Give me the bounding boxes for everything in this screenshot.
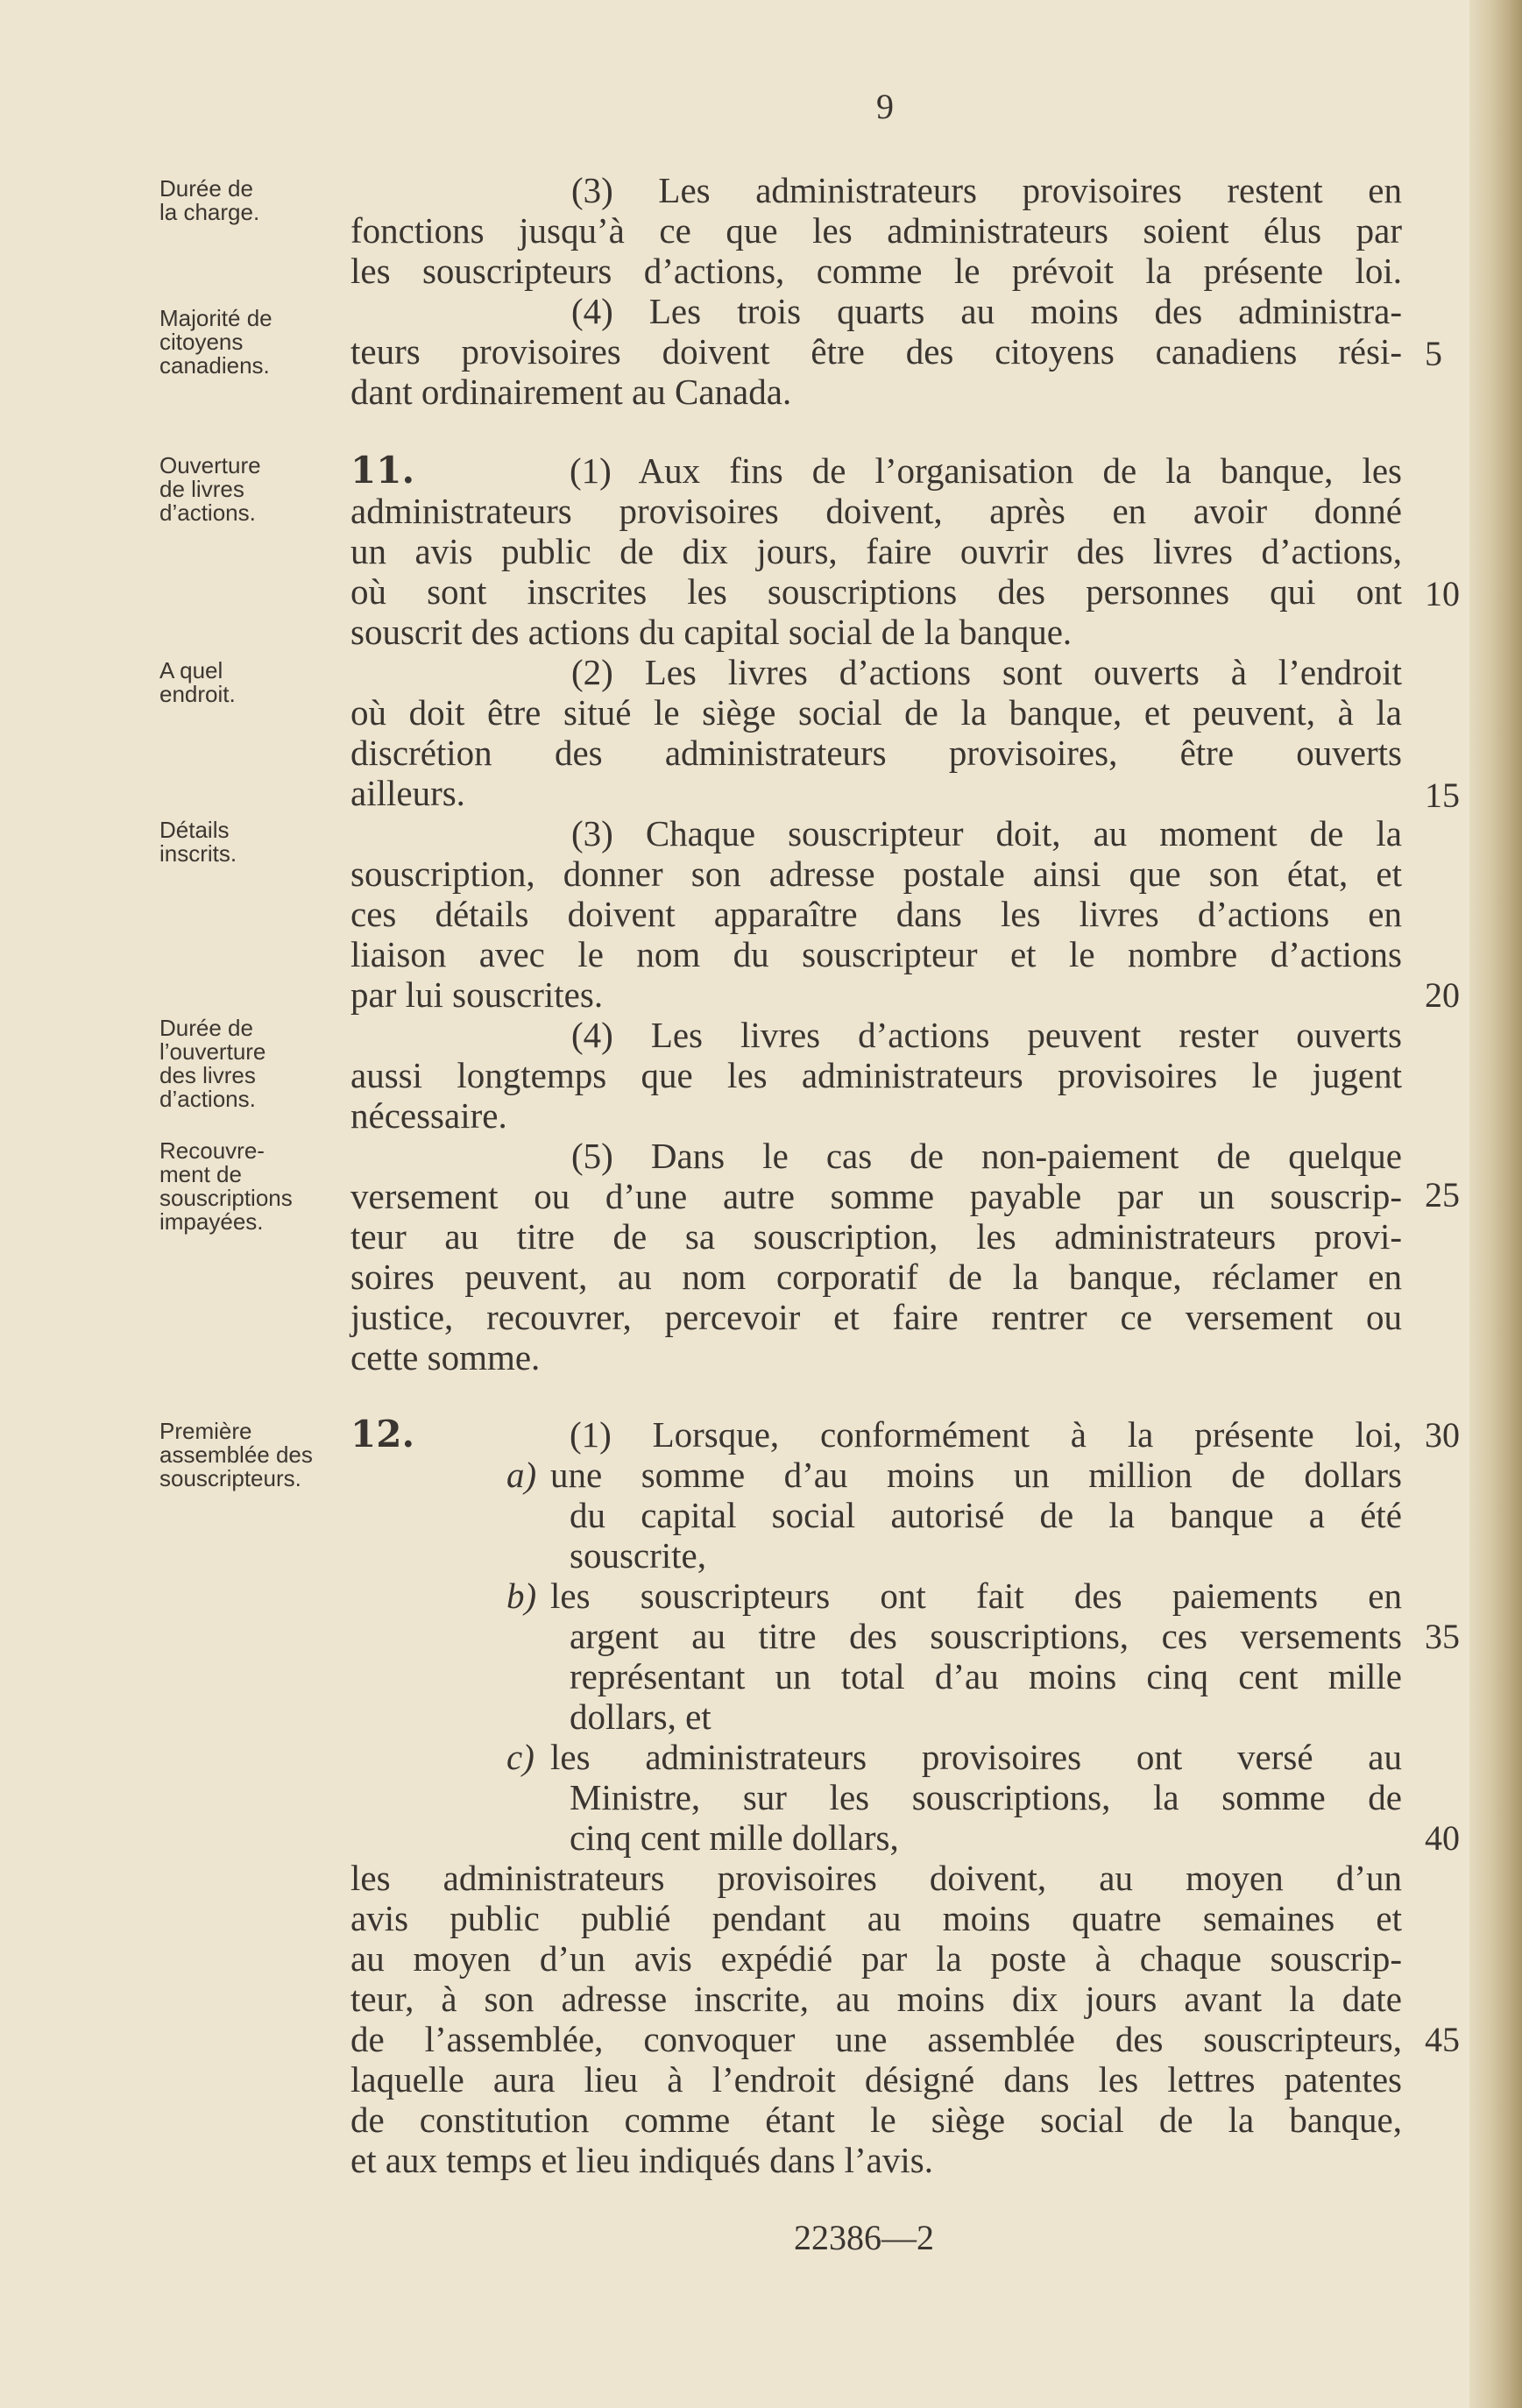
clause-a: a) une somme d’au moins un million de dollars [506,1455,1402,1495]
line-number: 15 [1425,776,1460,815]
section-10-paragraphs: (3) Les administrateurs provisoires restent en fonctions jusqu’à ce que les administrateurs soient élus par les souscripteurs d’actions, comme le prévoit la présente loi. (4) Les trois quarts au moins des administra- teurs provisoires doivent être des citoyens canadiens rési- dant ordinairement au Canada. [350,170,1402,412]
margin-note-duree-charge: Durée de la charge. [159,175,260,225]
margin-note-premiere-assemblee: Première assemblée des souscripteurs. [159,1418,313,1491]
section-number: 11. [350,449,415,492]
line-number: 40 [1425,1818,1460,1858]
line-number: 20 [1425,975,1460,1015]
margin-note-a-quel-endroit: A quel endroit. [159,657,236,707]
margin-note-ouverture: Ouverture de livres d’actions. [159,452,261,526]
section-number: 12. [350,1413,415,1455]
clause-c: c) les administrateurs provisoires ont versé au [506,1737,1402,1777]
line-number: 35 [1425,1617,1460,1656]
clause-b: b) les souscripteurs ont fait des paiements en [506,1576,1402,1616]
line-number: 10 [1425,574,1460,613]
margin-note-details: Détails inscrits. [159,817,237,867]
line-number: 5 [1425,334,1442,373]
margin-note-majorite: Majorité de citoyens canadiens. [159,305,273,379]
line-number: 25 [1425,1175,1460,1215]
section-12: 12. (1) Lorsque, conformément à la présente loi, a) une somme d’au moins un million de dollars du capital social autorisé de la banque a été souscrite, b) les souscripteurs ont fait des paiements en argent au titre des souscriptions, ces versements représentant un total d’au moins cinq cent mille dollars, et c) les administrateurs provisoires ont versé au Ministre, sur les souscriptions, la somme de cinq cent mille dollars, les administrateurs provisoires doivent, au moyen d’un avis public publié pendant au moins quatre semaines et au moyen d’un avis expédié par la poste à chaque souscrip- teur, à son adresse inscrite, au moins dix jours avant la date de l’assemblée, convoquer une assemblée des souscripteurs, laquelle aura lieu à l’endroit désigné dans les lettres patentes de constitution comme étant le siège social de la banque, et aux temps et lieu indiqués dans l’avis. [350,1413,1402,2180]
margin-note-recouvrement: Recouvre- ment de souscriptions impayées. [159,1137,293,1235]
page-footer-code: 22386—2 [794,2218,934,2257]
line-number: 45 [1425,2020,1460,2059]
page-number: 9 [876,87,894,126]
section-11: 11. (1) Aux fins de l’organisation de la banque, les administrateurs provisoires doivent, après en avoir donné un avis public de dix jours, faire ouvrir des livres d’actions, où sont inscrites les souscriptions des personnes qui ont souscrit des actions du capital social de la banque. (2) Les livres d’actions sont ouverts à l’endroit où doit être situé le siège social de la banque, et peuvent, à la discrétion des administrateurs provisoires, être ouverts ailleurs. (3) Chaque souscripteur doit, au moment de la souscription, donner son adresse postale ainsi que son état, et ces détails doivent apparaître dans les livres d’actions en liaison avec le nom du souscripteur et le nombre d’actions par lui souscrites. (4) Les livres d’actions peuvent rester ouverts aussi longtemps que les administrateurs provisoires le jugent nécessaire. (5) Dans le cas de non-paiement de quelque versement ou d’une autre somme payable par un souscrip- teur au titre de sa souscription, les administrateurs provi- soires peuvent, au nom corporatif de la banque, réclamer en justice, recouvrer, percevoir et faire rentrer ce versement ou cette somme. [350,449,1402,1378]
margin-note-duree-ouverture: Durée de l’ouverture des livres d’actions. [159,1015,266,1112]
line-number: 30 [1425,1415,1460,1455]
